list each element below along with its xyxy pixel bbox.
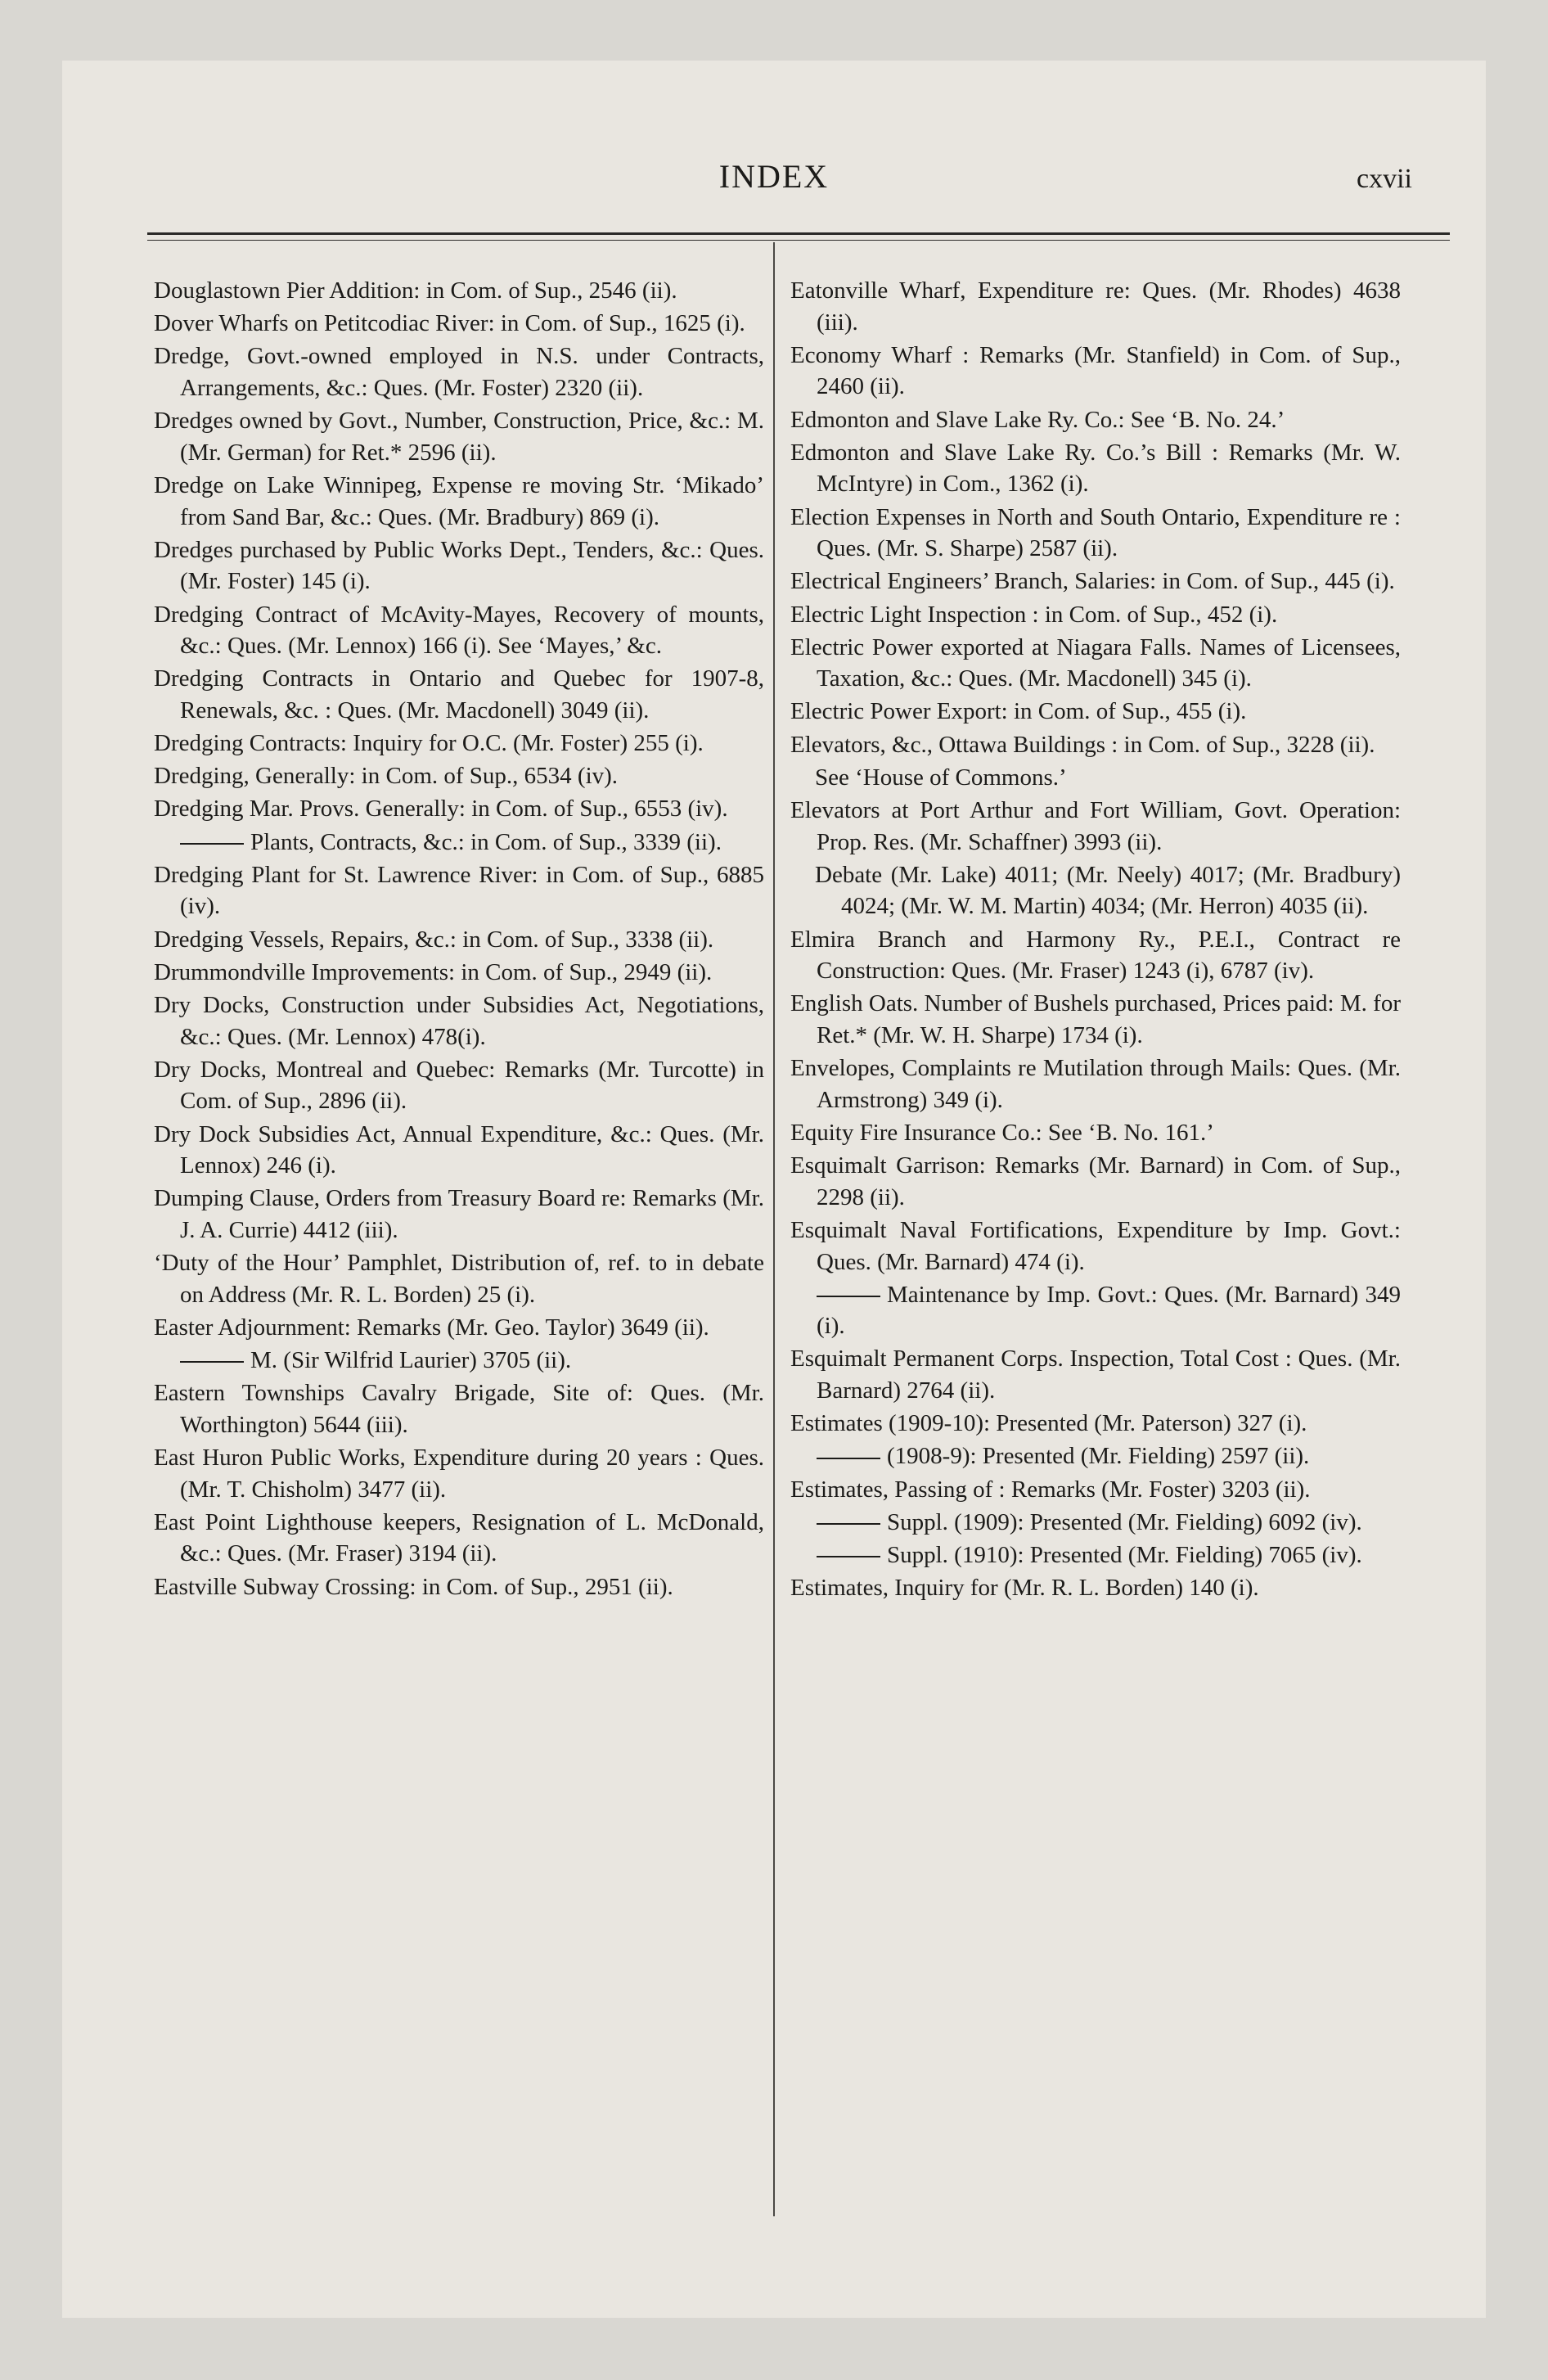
page-number: cxvii bbox=[1357, 164, 1412, 194]
index-entry bbox=[154, 1119, 764, 1182]
index-entry-text: Elmira Branch and Harmony Ry., P.E.I., Contract re Construction: Ques. (Mr. Fraser) 1243 (i), 6787 (iv). bbox=[790, 926, 1401, 985]
right-column bbox=[790, 275, 1401, 1605]
index-entry bbox=[790, 275, 1401, 338]
index-entry-text: Electric Power Export: in Com. of Sup., 455 (i). bbox=[790, 698, 1247, 725]
index-entry-text: Dredges owned by Govt., Number, Construction, Price, &c.: M. (Mr. German) for Ret.* 2596 (ii). bbox=[154, 408, 764, 466]
index-entry bbox=[790, 566, 1401, 597]
index-entry bbox=[790, 1572, 1401, 1604]
index-entry-text: Electrical Engineers’ Branch, Salaries: in Com. of Sup., 445 (i). bbox=[790, 568, 1395, 595]
index-entry bbox=[154, 859, 764, 922]
index-entry-text: Dry Docks, Construction under Subsidies Act, Negotiations, &c.: Ques. (Mr. Lennox) 478(i). bbox=[154, 991, 764, 1050]
index-entry-text: Esquimalt Naval Fortifications, Expenditure by Imp. Govt.: Ques. (Mr. Barnard) 474 (i). bbox=[790, 1216, 1401, 1275]
index-entry-text: Suppl. (1910): Presented (Mr. Fielding) 7065 (iv). bbox=[887, 1542, 1362, 1568]
index-entry bbox=[790, 1053, 1401, 1116]
index-entry bbox=[154, 957, 764, 989]
repeat-dash bbox=[180, 1361, 244, 1363]
index-entry-text: Eastville Subway Crossing: in Com. of Sup., 2951 (ii). bbox=[154, 1573, 673, 1600]
index-entry bbox=[154, 405, 764, 468]
index-entry bbox=[790, 1215, 1401, 1278]
index-entry bbox=[790, 729, 1401, 761]
index-entry-text: East Huron Public Works, Expenditure during 20 years : Ques. (Mr. T. Chisholm) 3477 (ii). bbox=[154, 1445, 764, 1503]
index-entry-text: Equity Fire Insurance Co.: See ‘B. No. 161.’ bbox=[790, 1119, 1214, 1146]
index-entry bbox=[154, 760, 764, 792]
index-entry bbox=[790, 632, 1401, 695]
index-entry-text: Elevators, &c., Ottawa Buildings : in Com. of Sup., 3228 (ii). bbox=[790, 731, 1375, 758]
index-entry-text: (1908-9): Presented (Mr. Fielding) 2597 (ii). bbox=[887, 1443, 1310, 1470]
index-entry-text: Debate (Mr. Lake) 4011; (Mr. Neely) 4017; (Mr. Bradbury) 4024; (Mr. W. M. Martin) 4034; (Mr. Herron) 4035 (ii). bbox=[815, 861, 1401, 920]
index-entry bbox=[154, 599, 764, 662]
index-entry bbox=[154, 1054, 764, 1117]
index-entry-text: Electric Light Inspection : in Com. of Sup., 452 (i). bbox=[790, 601, 1278, 628]
index-entry bbox=[154, 793, 764, 825]
index-entry bbox=[790, 599, 1401, 631]
index-entry-text: Dredging Plant for St. Lawrence River: in Com. of Sup., 6885 (iv). bbox=[154, 861, 764, 920]
index-entry bbox=[790, 1279, 1401, 1342]
index-entry bbox=[790, 988, 1401, 1051]
index-entry bbox=[790, 859, 1401, 922]
index-entry bbox=[154, 989, 764, 1053]
index-entry-text: Dredging, Generally: in Com. of Sup., 6534 (iv). bbox=[154, 763, 619, 790]
index-entry bbox=[154, 1571, 764, 1603]
index-entry bbox=[154, 827, 764, 859]
index-entry bbox=[790, 502, 1401, 565]
index-entry-text: Drummondville Improvements: in Com. of Sup., 2949 (ii). bbox=[154, 958, 713, 985]
left-column bbox=[154, 275, 764, 1604]
page-title: INDEX bbox=[718, 158, 830, 195]
index-entry-text: Eatonville Wharf, Expenditure re: Ques. (Mr. Rhodes) 4638 (iii). bbox=[790, 277, 1401, 336]
index-entry bbox=[154, 924, 764, 956]
index-entry bbox=[790, 1474, 1401, 1506]
index-entry-text: Estimates, Inquiry for (Mr. R. L. Borden) 140 (i). bbox=[790, 1575, 1259, 1602]
index-entry-text: Easter Adjournment: Remarks (Mr. Geo. Taylor) 3649 (ii). bbox=[154, 1314, 709, 1341]
index-entry bbox=[154, 534, 764, 597]
index-entry bbox=[154, 1312, 764, 1344]
index-entry bbox=[154, 663, 764, 726]
repeat-dash bbox=[817, 1296, 880, 1297]
index-entry bbox=[154, 1507, 764, 1570]
index-entry-text: Estimates, Passing of : Remarks (Mr. Foster) 3203 (ii). bbox=[790, 1476, 1311, 1503]
index-entry-text: Elevators at Port Arthur and Fort William, Govt. Operation: Prop. Res. (Mr. Schaffner) 3993 (ii). bbox=[790, 797, 1401, 855]
column-divider bbox=[773, 242, 775, 2216]
index-entry bbox=[154, 275, 764, 307]
index-entry-text: Electric Power exported at Niagara Falls. Names of Licensees, Taxation, &c.: Ques. (Mr. Macdonell) 345 (i). bbox=[790, 633, 1401, 692]
index-entry-text: Dry Docks, Montreal and Quebec: Remarks (Mr. Turcotte) in Com. of Sup., 2896 (ii). bbox=[154, 1056, 764, 1115]
index-entry-text: East Point Lighthouse keepers, Resignation of L. McDonald, &c.: Ques. (Mr. Fraser) 3194 (ii). bbox=[154, 1508, 764, 1567]
index-entry-text: Maintenance by Imp. Govt.: Ques. (Mr. Barnard) 349 (i). bbox=[817, 1281, 1401, 1340]
index-entry-text: Economy Wharf : Remarks (Mr. Stanfield) in Com. of Sup., 2460 (ii). bbox=[790, 341, 1401, 400]
index-entry-text: M. (Sir Wilfrid Laurier) 3705 (ii). bbox=[250, 1347, 572, 1374]
index-entry-text: Election Expenses in North and South Ontario, Expenditure re : Ques. (Mr. S. Sharpe) 2587 (ii). bbox=[790, 503, 1401, 562]
index-page bbox=[62, 61, 1486, 2318]
index-entry-text: Dry Dock Subsidies Act, Annual Expenditure, &c.: Ques. (Mr. Lennox) 246 (i). bbox=[154, 1120, 764, 1179]
index-entry bbox=[790, 404, 1401, 436]
index-entry bbox=[154, 1183, 764, 1246]
index-entry bbox=[154, 470, 764, 533]
index-entry-text: Dredging Mar. Provs. Generally: in Com. of Sup., 6553 (iv). bbox=[154, 796, 728, 823]
index-entry bbox=[790, 1507, 1401, 1539]
index-entry-text: Edmonton and Slave Lake Ry. Co.: See ‘B. No. 24.’ bbox=[790, 406, 1285, 433]
index-entry-text: Douglastown Pier Addition: in Com. of Sup., 2546 (ii). bbox=[154, 277, 677, 304]
index-entry bbox=[154, 340, 764, 403]
index-entry bbox=[790, 696, 1401, 728]
index-entry-text: Dredge on Lake Winnipeg, Expense re moving Str. ‘Mikado’ from Sand Bar, &c.: Ques. (Mr. Bradbury) 869 (i). bbox=[154, 471, 764, 530]
index-entry-text: Esquimalt Garrison: Remarks (Mr. Barnard) in Com. of Sup., 2298 (ii). bbox=[790, 1152, 1401, 1210]
index-entry-text: Dredging Contracts in Ontario and Quebec for 1907-8, Renewals, &c. : Ques. (Mr. Macdonell) 3049 (ii). bbox=[154, 665, 764, 723]
index-entry-text: Dredging Contract of McAvity-Mayes, Recovery of mounts, &c.: Ques. (Mr. Lennox) 166 (i). See ‘Mayes,’ &c. bbox=[154, 601, 764, 660]
index-entry bbox=[790, 924, 1401, 987]
index-entry bbox=[790, 795, 1401, 858]
index-entry-text: Eastern Townships Cavalry Brigade, Site of: Ques. (Mr. Worthington) 5644 (iii). bbox=[154, 1380, 764, 1438]
index-entry bbox=[790, 1539, 1401, 1571]
repeat-dash bbox=[817, 1556, 880, 1557]
index-entry bbox=[154, 1247, 764, 1310]
index-entry bbox=[790, 1150, 1401, 1213]
index-entry bbox=[790, 1440, 1401, 1472]
index-entry-text: See ‘House of Commons.’ bbox=[815, 764, 1067, 791]
index-entry-text: Esquimalt Permanent Corps. Inspection, Total Cost : Ques. (Mr. Barnard) 2764 (ii). bbox=[790, 1346, 1401, 1404]
index-entry bbox=[790, 437, 1401, 500]
index-entry-text: Dumping Clause, Orders from Treasury Board re: Remarks (Mr. J. A. Currie) 4412 (iii). bbox=[154, 1185, 764, 1243]
index-entry bbox=[154, 1377, 764, 1440]
index-entry-text: Envelopes, Complaints re Mutilation through Mails: Ques. (Mr. Armstrong) 349 (i). bbox=[790, 1055, 1401, 1113]
index-entry bbox=[154, 728, 764, 760]
index-entry-text: Dover Wharfs on Petitcodiac River: in Com. of Sup., 1625 (i). bbox=[154, 310, 745, 337]
index-entry bbox=[790, 762, 1401, 794]
index-entry bbox=[790, 1117, 1401, 1149]
index-entry-text: Plants, Contracts, &c.: in Com. of Sup., 3339 (ii). bbox=[250, 828, 722, 855]
index-entry bbox=[790, 1343, 1401, 1406]
header-rule-thick bbox=[147, 232, 1450, 235]
index-entry-text: Dredge, Govt.-owned employed in N.S. under Contracts, Arrangements, &c.: Ques. (Mr. Foster) 2320 (ii). bbox=[154, 343, 764, 401]
header-rule-thin bbox=[147, 240, 1450, 241]
index-entry-text: ‘Duty of the Hour’ Pamphlet, Distribution of, ref. to in debate on Address (Mr. R. L. Borden) 25 (i). bbox=[154, 1250, 764, 1308]
index-entry bbox=[790, 1408, 1401, 1440]
index-entry-text: Dredges purchased by Public Works Dept., Tenders, &c.: Ques. (Mr. Foster) 145 (i). bbox=[154, 536, 764, 595]
repeat-dash bbox=[817, 1458, 880, 1459]
index-entry bbox=[790, 340, 1401, 403]
index-entry bbox=[154, 308, 764, 340]
repeat-dash bbox=[817, 1523, 880, 1525]
index-entry-text: English Oats. Number of Bushels purchased, Prices paid: M. for Ret.* (Mr. W. H. Sharpe) 1734 (i). bbox=[790, 990, 1401, 1048]
index-entry-text: Estimates (1909-10): Presented (Mr. Paterson) 327 (i). bbox=[790, 1410, 1307, 1437]
index-entry-text: Dredging Contracts: Inquiry for O.C. (Mr. Foster) 255 (i). bbox=[154, 730, 704, 757]
index-entry bbox=[154, 1345, 764, 1377]
index-entry-text: Edmonton and Slave Lake Ry. Co.’s Bill : Remarks (Mr. W. McIntyre) in Com., 1362 (i). bbox=[790, 439, 1401, 498]
index-entry bbox=[154, 1442, 764, 1505]
index-entry-text: Suppl. (1909): Presented (Mr. Fielding) 6092 (iv). bbox=[887, 1508, 1362, 1535]
repeat-dash bbox=[180, 843, 244, 845]
index-entry-text: Dredging Vessels, Repairs, &c.: in Com. of Sup., 3338 (ii). bbox=[154, 926, 714, 953]
